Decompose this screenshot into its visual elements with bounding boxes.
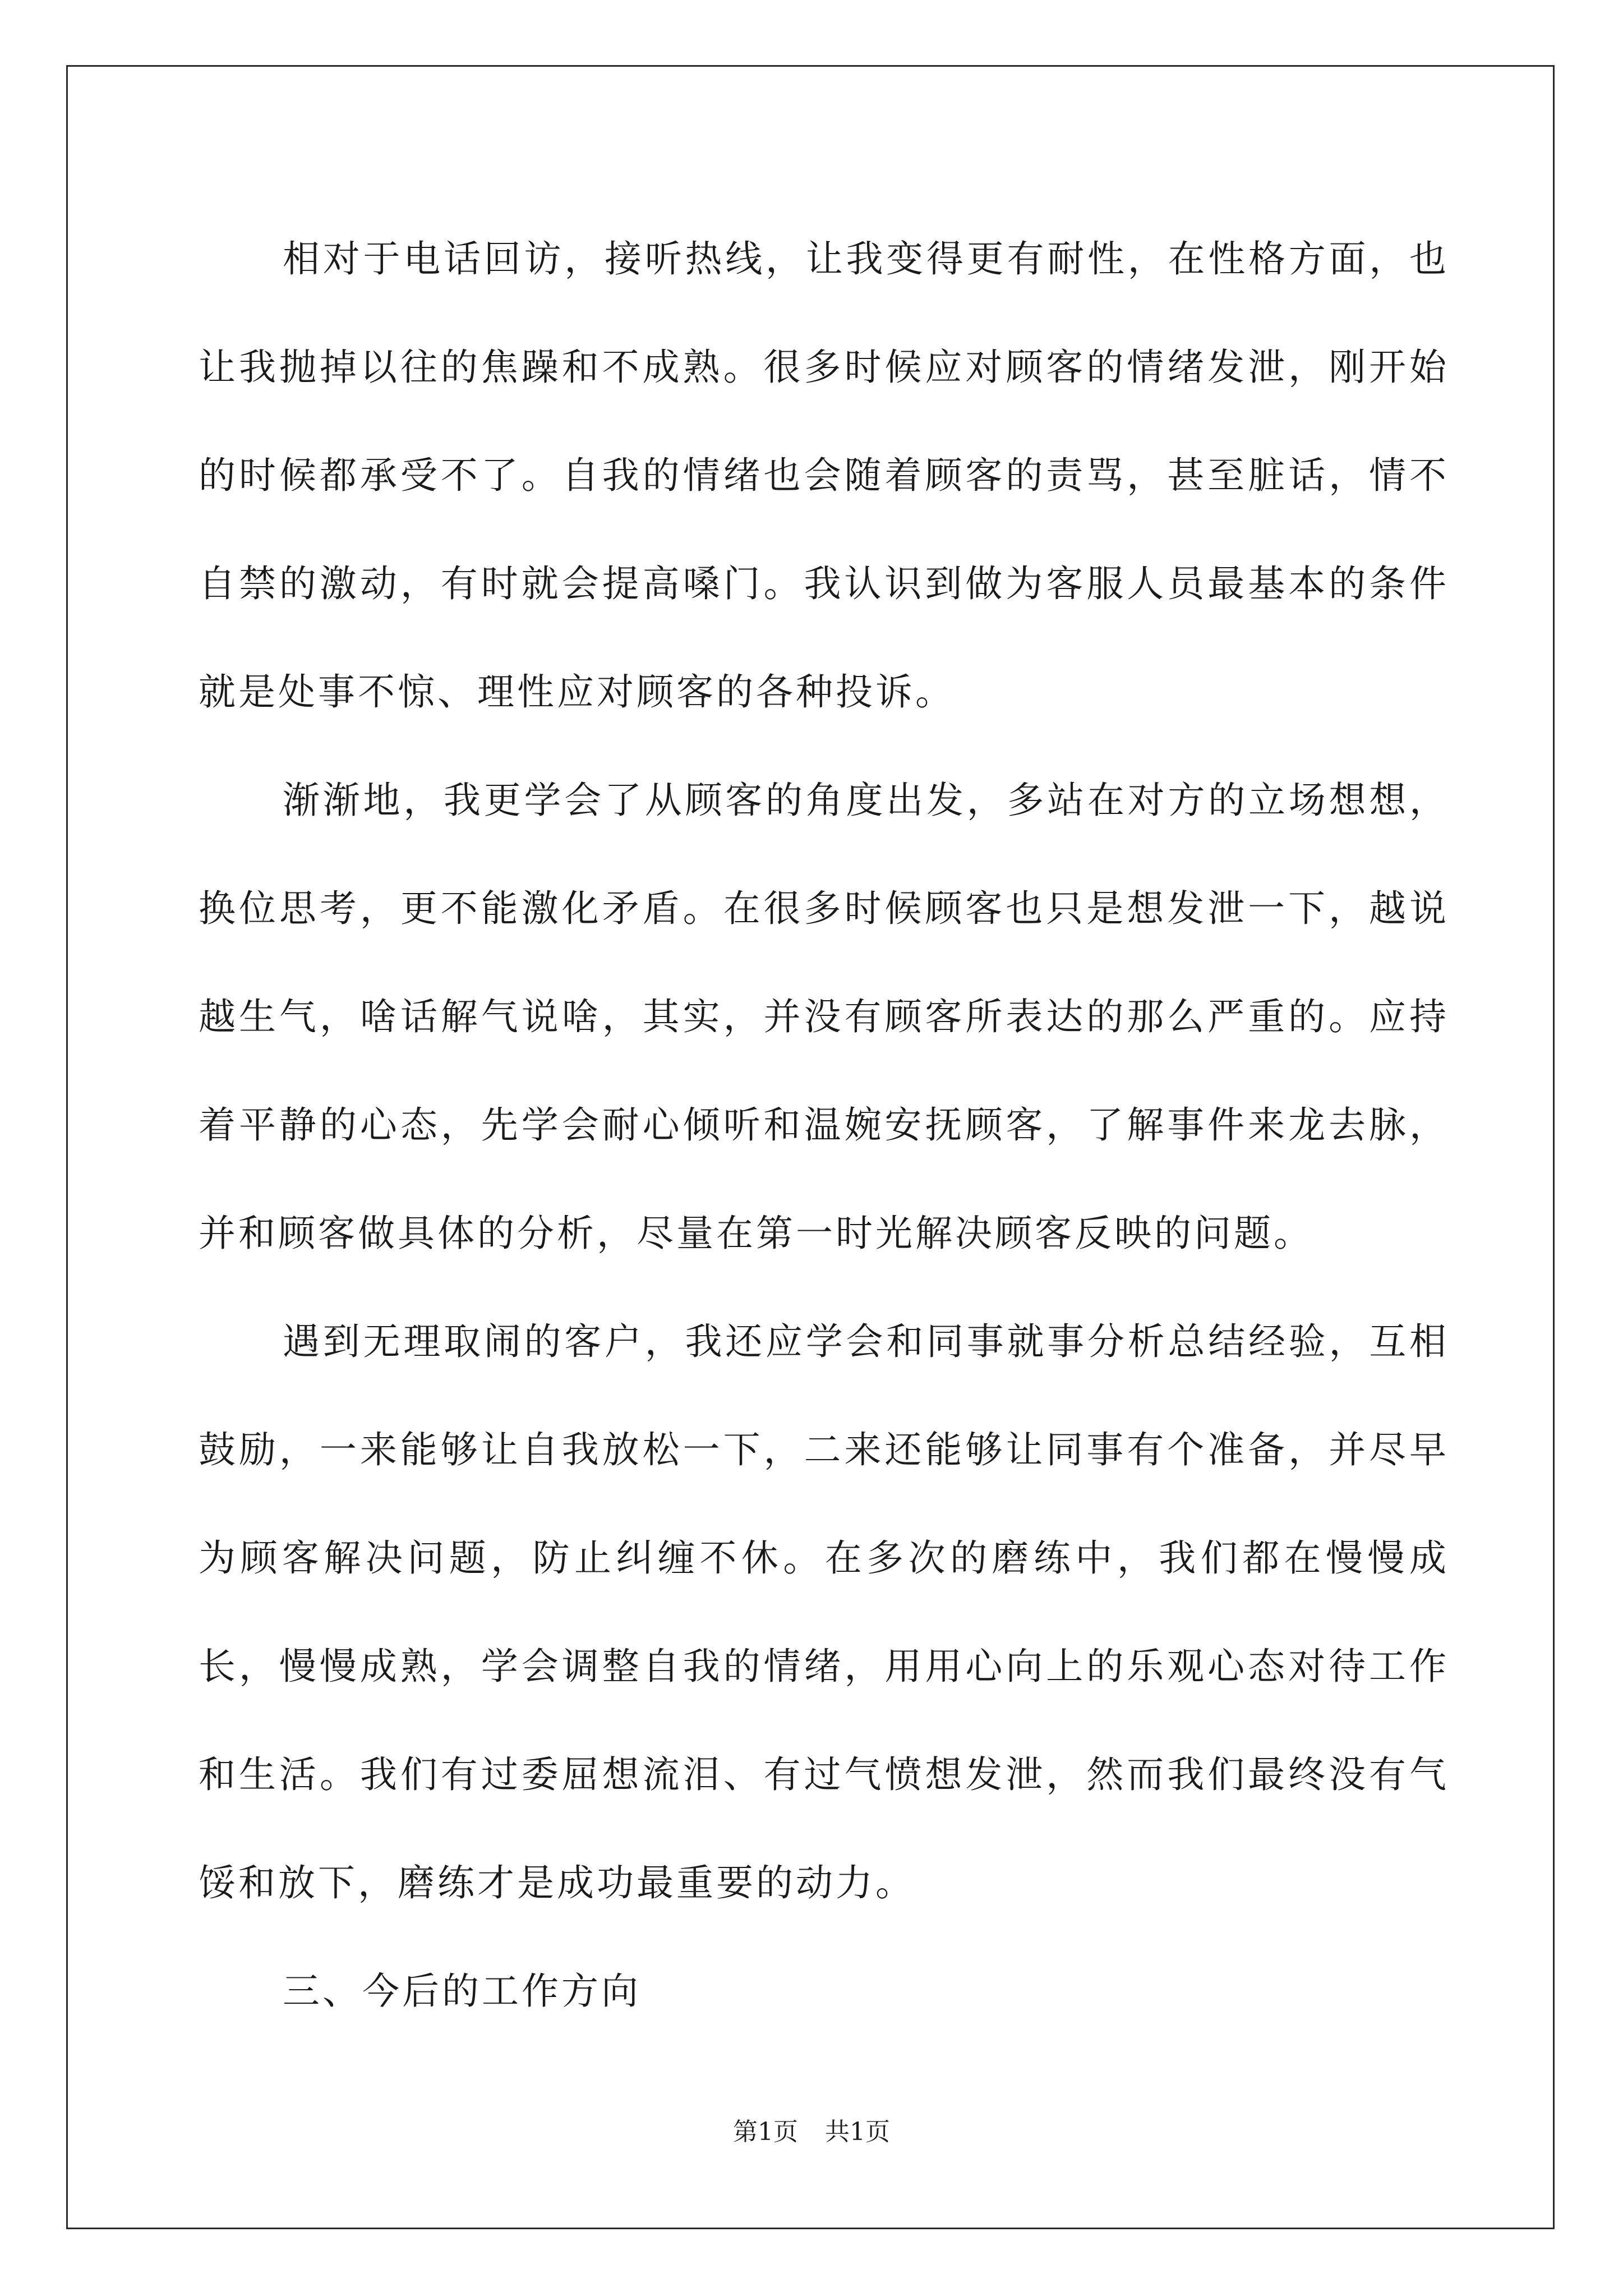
paragraph-1: 相对于电话回访，接听热线，让我变得更有耐性，在性格方面，也让我抛掉以往的焦躁和不成熟。很多时候应对顾客的情绪发泄，刚开始的时候都承受不了。自我的情绪也会随着顾客的责骂，甚至脏话，情不自禁的激动，有时就会提高嗓门。我认识到做为客服人员最基本的条件就是处事不惊、理性应对顾客的各种投诉。 — [199, 237, 1449, 714]
page-number-total: 共1页 — [825, 2118, 890, 2146]
document-body — [199, 205, 1449, 2045]
section-heading: 三、今后的工作方向 — [283, 1970, 641, 2013]
page-footer — [0, 2111, 1623, 2147]
page-number-current: 第1页 — [733, 2118, 798, 2146]
paragraph-2: 渐渐地，我更学会了从顾客的角度出发，多站在对方的立场想想，换位思考，更不能激化矛盾。在很多时候顾客也只是想发泄一下，越说越生气，啥话解气说啥，其实，并没有顾客所表达的那么严重的。应持着平静的心态，先学会耐心倾听和温婉安抚顾客，了解事件来龙去脉，并和顾客做具体的分析，尽量在第一时光解决顾客反映的问题。 — [199, 779, 1449, 1255]
paragraph-3: 遇到无理取闹的客户，我还应学会和同事就事分析总结经验，互相鼓励，一来能够让自我放松一下，二来还能够让同事有个准备，并尽早为顾客解决问题，防止纠缠不休。在多次的磨练中，我们都在慢慢成长，慢慢成熟，学会调整自我的情绪，用用心向上的乐观心态对待工作和生活。我们有过委屈想流泪、有过气愤想发泄，然而我们最终没有气馁和放下，磨练才是成功最重要的动力。 — [199, 1320, 1449, 1904]
